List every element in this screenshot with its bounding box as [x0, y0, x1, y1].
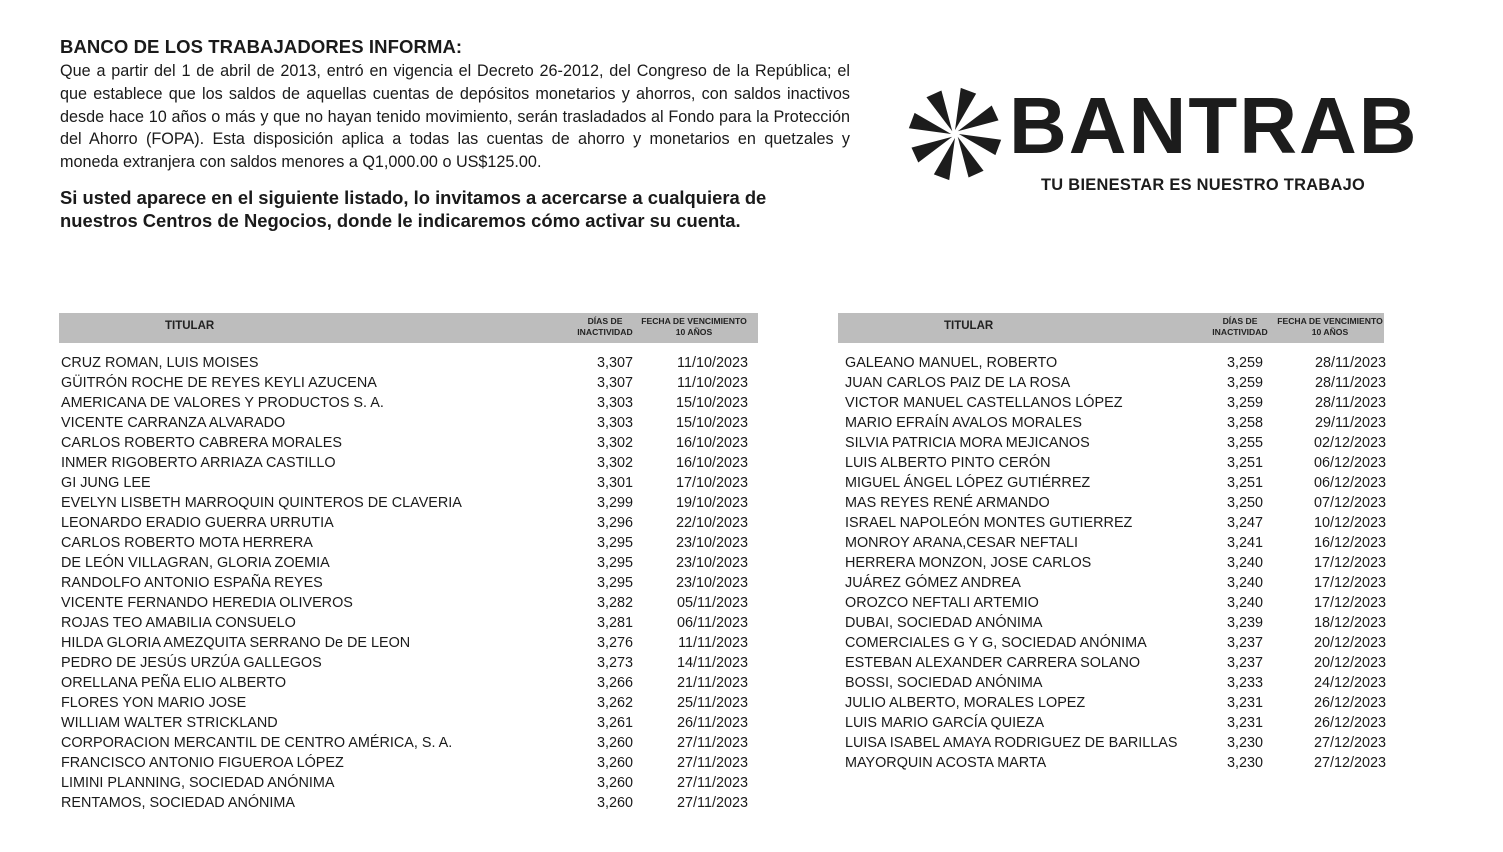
row-titular: CRUZ ROMAN, LUIS MOISES [61, 355, 259, 371]
row-fecha: 28/11/2023 [1315, 375, 1386, 391]
row-dias: 3,231 [1226, 695, 1263, 711]
column-header-fecha [639, 316, 749, 338]
row-fecha: 05/11/2023 [677, 595, 748, 611]
table-row [59, 413, 758, 433]
row-fecha: 16/10/2023 [675, 435, 748, 451]
column-header-dias-line2: INACTIVIDAD [1212, 327, 1268, 337]
row-dias: 3,233 [1226, 675, 1263, 691]
row-dias: 3,230 [1226, 755, 1263, 771]
table-row [838, 493, 1384, 513]
table-row [838, 693, 1384, 713]
row-dias: 3,250 [1226, 495, 1263, 511]
row-titular: GALEANO MANUEL, ROBERTO [845, 355, 1058, 371]
row-fecha: 15/10/2023 [675, 415, 748, 431]
bantrab-logo [905, 80, 1419, 200]
table-row [59, 513, 758, 533]
notice-heading: BANCO DE LOS TRABAJADORES INFORMA: [60, 36, 463, 57]
table-body-right [838, 353, 1384, 773]
row-dias: 3,295 [596, 555, 633, 571]
row-dias: 3,231 [1226, 715, 1263, 731]
row-titular: INMER RIGOBERTO ARRIAZA CASTILLO [61, 455, 336, 471]
row-fecha: 23/10/2023 [675, 535, 748, 551]
row-titular: MAS REYES RENÉ ARMANDO [845, 495, 1050, 511]
table-body-left [59, 353, 758, 813]
row-fecha: 26/11/2023 [677, 715, 748, 731]
table-row [59, 773, 758, 793]
row-dias: 3,307 [596, 355, 633, 371]
row-fecha: 27/11/2023 [677, 775, 748, 791]
table-row [838, 353, 1384, 373]
row-titular: WILLIAM WALTER STRICKLAND [61, 715, 278, 731]
table-row [59, 653, 758, 673]
row-fecha: 28/11/2023 [1315, 355, 1386, 371]
table-row [59, 613, 758, 633]
table-row [838, 733, 1384, 753]
table-row [838, 713, 1384, 733]
table-row [59, 473, 758, 493]
row-fecha: 16/12/2023 [1313, 535, 1386, 551]
row-dias: 3,282 [596, 595, 633, 611]
row-dias: 3,303 [596, 395, 633, 411]
table-row [838, 393, 1384, 413]
table-row [59, 713, 758, 733]
row-dias: 3,251 [1226, 475, 1263, 491]
row-titular: OROZCO NEFTALI ARTEMIO [845, 595, 1039, 611]
table-row [59, 793, 758, 813]
row-fecha: 22/10/2023 [675, 515, 748, 531]
row-titular: JULIO ALBERTO, MORALES LOPEZ [845, 695, 1086, 711]
row-dias: 3,255 [1226, 435, 1263, 451]
row-dias: 3,295 [596, 535, 633, 551]
row-dias: 3,259 [1226, 355, 1263, 371]
notice-intro [60, 36, 850, 232]
row-dias: 3,237 [1226, 655, 1263, 671]
table-row [59, 693, 758, 713]
row-titular: RANDOLFO ANTONIO ESPAÑA REYES [61, 575, 323, 591]
row-fecha: 20/12/2023 [1313, 635, 1386, 651]
row-titular: AMERICANA DE VALORES Y PRODUCTOS S. A. [61, 395, 384, 411]
row-titular: MONROY ARANA,CESAR NEFTALI [845, 535, 1078, 551]
row-dias: 3,230 [1226, 735, 1263, 751]
row-titular: BOSSI, SOCIEDAD ANÓNIMA [845, 675, 1043, 691]
row-fecha: 02/12/2023 [1313, 435, 1386, 451]
row-dias: 3,237 [1226, 635, 1263, 651]
row-fecha: 06/11/2023 [677, 615, 748, 631]
column-header-dias-line1: DÍAS DE [1222, 316, 1258, 326]
column-header-dias-line1: DÍAS DE [587, 316, 623, 326]
row-fecha: 14/11/2023 [677, 655, 748, 671]
row-titular: LUISA ISABEL AMAYA RODRIGUEZ DE BARILLAS [845, 735, 1178, 751]
row-titular: VICENTE FERNANDO HEREDIA OLIVEROS [61, 595, 353, 611]
row-fecha: 29/11/2023 [1315, 415, 1386, 431]
pinwheel-logo-icon [905, 82, 1005, 186]
row-titular: LIMINI PLANNING, SOCIEDAD ANÓNIMA [61, 775, 335, 791]
row-dias: 3,266 [596, 675, 633, 691]
row-fecha: 27/12/2023 [1313, 735, 1386, 751]
row-titular: CORPORACION MERCANTIL DE CENTRO AMÉRICA, S. A. [61, 735, 453, 751]
table-row [838, 653, 1384, 673]
table-row [59, 453, 758, 473]
accounts-table-left [59, 313, 758, 813]
row-fecha: 17/10/2023 [675, 475, 748, 491]
row-titular: GI JUNG LEE [61, 475, 151, 491]
row-fecha: 26/12/2023 [1313, 715, 1386, 731]
table-header [59, 313, 758, 343]
row-titular: MARIO EFRAÍN AVALOS MORALES [845, 415, 1082, 431]
row-titular: JUAN CARLOS PAIZ DE LA ROSA [845, 375, 1071, 391]
row-titular: DUBAI, SOCIEDAD ANÓNIMA [845, 615, 1043, 631]
table-row [59, 373, 758, 393]
row-dias: 3,276 [596, 635, 633, 651]
row-titular: ORELLANA PEÑA ELIO ALBERTO [61, 675, 287, 691]
row-titular: HILDA GLORIA AMEZQUITA SERRANO De DE LEON [61, 635, 411, 651]
row-dias: 3,273 [596, 655, 633, 671]
row-titular: DE LEÓN VILLAGRAN, GLORIA ZOEMIA [61, 555, 330, 571]
row-dias: 3,259 [1226, 375, 1263, 391]
row-titular: VICTOR MANUEL CASTELLANOS LÓPEZ [845, 395, 1123, 411]
row-fecha: 07/12/2023 [1313, 495, 1386, 511]
table-row [838, 673, 1384, 693]
table-row [59, 433, 758, 453]
row-titular: MAYORQUIN ACOSTA MARTA [845, 755, 1047, 771]
row-titular: RENTAMOS, SOCIEDAD ANÓNIMA [61, 795, 296, 811]
row-dias: 3,260 [596, 795, 633, 811]
table-row [838, 553, 1384, 573]
row-dias: 3,307 [596, 375, 633, 391]
row-dias: 3,260 [596, 775, 633, 791]
row-dias: 3,260 [596, 735, 633, 751]
row-dias: 3,251 [1226, 455, 1263, 471]
row-fecha: 21/11/2023 [677, 675, 748, 691]
row-titular: ESTEBAN ALEXANDER CARRERA SOLANO [845, 655, 1141, 671]
row-fecha: 16/10/2023 [675, 455, 748, 471]
column-header-fecha-line2: 10 AÑOS [1311, 327, 1349, 337]
row-dias: 3,261 [596, 715, 633, 731]
column-header-fecha-line1: FECHA DE VENCIMIENTO [641, 316, 747, 326]
row-dias: 3,302 [596, 435, 633, 451]
row-dias: 3,262 [596, 695, 633, 711]
row-titular: LEONARDO ERADIO GUERRA URRUTIA [61, 515, 334, 531]
row-fecha: 06/12/2023 [1313, 475, 1386, 491]
row-fecha: 18/12/2023 [1313, 615, 1386, 631]
row-fecha: 23/10/2023 [675, 575, 748, 591]
column-header-dias [573, 316, 637, 338]
table-row [59, 593, 758, 613]
row-fecha: 26/12/2023 [1313, 695, 1386, 711]
row-fecha: 06/12/2023 [1313, 455, 1386, 471]
row-dias: 3,240 [1226, 555, 1263, 571]
row-fecha: 28/11/2023 [1315, 395, 1386, 411]
row-dias: 3,303 [596, 415, 633, 431]
table-row [59, 753, 758, 773]
row-dias: 3,240 [1226, 575, 1263, 591]
row-fecha: 11/10/2023 [677, 355, 748, 371]
logo-tagline: TU BIENESTAR ES NUESTRO TRABAJO [1041, 176, 1366, 194]
row-fecha: 27/11/2023 [677, 755, 748, 771]
row-dias: 3,301 [596, 475, 633, 491]
table-row [838, 513, 1384, 533]
notice-paragraph: Que a partir del 1 de abril de 2013, entró en vigencia el Decreto 26-2012, del Congreso de la República; el que establece que los saldos de aquellas cuentas de depósitos monetarios y ahorros, con saldos inactivos desde hace 10 años o más y que no hayan tenido movimiento, serán trasladados al Fondo para la Protección del Ahorro (FOPA). Esta disposición aplica a todas las cuentas de ahorro y monetarios en quetzales y moneda extranjera con saldos menores a Q1,000.00 o US$125.00. [60, 62, 850, 172]
table-row [838, 613, 1384, 633]
invitation-text: Si usted aparece en el siguiente listado, lo invitamos a acercarse a cualquiera de nuestros Centros de Negocios, donde le indicaremos cómo activar su cuenta. [60, 186, 767, 231]
row-fecha: 27/11/2023 [677, 795, 748, 811]
row-titular: LUIS MARIO GARCÍA QUIEZA [845, 715, 1045, 731]
row-fecha: 24/12/2023 [1313, 675, 1386, 691]
row-fecha: 17/12/2023 [1313, 555, 1386, 571]
column-header-fecha [1275, 316, 1385, 338]
row-fecha: 10/12/2023 [1313, 515, 1386, 531]
row-fecha: 15/10/2023 [675, 395, 748, 411]
row-dias: 3,302 [596, 455, 633, 471]
table-row [59, 533, 758, 553]
row-fecha: 17/12/2023 [1313, 575, 1386, 591]
logo-wordmark: BANTRAB [1009, 81, 1419, 170]
table-row [838, 433, 1384, 453]
column-header-dias-line2: INACTIVIDAD [577, 327, 633, 337]
row-fecha: 11/10/2023 [677, 375, 748, 391]
table-row [59, 493, 758, 513]
table-row [838, 573, 1384, 593]
table-row [59, 553, 758, 573]
row-dias: 3,239 [1226, 615, 1263, 631]
row-titular: FRANCISCO ANTONIO FIGUEROA LÓPEZ [61, 755, 344, 771]
column-header-titular: TITULAR [944, 320, 994, 332]
row-titular: CARLOS ROBERTO MOTA HERRERA [61, 535, 313, 551]
accounts-table-right [838, 313, 1384, 773]
table-row [838, 533, 1384, 553]
table-row [838, 753, 1384, 773]
row-dias: 3,241 [1226, 535, 1263, 551]
table-row [59, 393, 758, 413]
table-row [838, 373, 1384, 393]
row-titular: LUIS ALBERTO PINTO CERÓN [845, 455, 1051, 471]
row-dias: 3,281 [596, 615, 633, 631]
row-dias: 3,299 [596, 495, 633, 511]
table-row [59, 633, 758, 653]
row-fecha: 27/12/2023 [1313, 755, 1386, 771]
column-header-titular: TITULAR [165, 320, 215, 332]
table-row [838, 453, 1384, 473]
row-dias: 3,295 [596, 575, 633, 591]
row-titular: COMERCIALES G Y G, SOCIEDAD ANÓNIMA [845, 635, 1147, 651]
row-fecha: 25/11/2023 [677, 695, 748, 711]
row-fecha: 17/12/2023 [1313, 595, 1386, 611]
column-header-dias [1208, 316, 1272, 338]
column-header-fecha-line2: 10 AÑOS [675, 327, 713, 337]
table-row [838, 633, 1384, 653]
table-row [838, 593, 1384, 613]
row-dias: 3,258 [1226, 415, 1263, 431]
table-header [838, 313, 1384, 343]
row-fecha: 19/10/2023 [675, 495, 748, 511]
table-row [838, 473, 1384, 493]
table-row [59, 353, 758, 373]
row-titular: CARLOS ROBERTO CABRERA MORALES [61, 435, 342, 451]
row-titular: PEDRO DE JESÚS URZÚA GALLEGOS [61, 655, 322, 671]
row-titular: EVELYN LISBETH MARROQUIN QUINTEROS DE CLAVERIA [61, 495, 462, 511]
row-dias: 3,259 [1226, 395, 1263, 411]
row-dias: 3,260 [596, 755, 633, 771]
row-titular: VICENTE CARRANZA ALVARADO [61, 415, 286, 431]
row-titular: ISRAEL NAPOLEÓN MONTES GUTIERREZ [845, 515, 1133, 531]
row-fecha: 20/12/2023 [1313, 655, 1386, 671]
table-row [59, 733, 758, 753]
row-titular: MIGUEL ÁNGEL LÓPEZ GUTIÉRREZ [845, 475, 1091, 491]
column-header-fecha-line1: FECHA DE VENCIMIENTO [1277, 316, 1383, 326]
row-titular: SILVIA PATRICIA MORA MEJICANOS [845, 435, 1090, 451]
table-row [838, 413, 1384, 433]
row-titular: FLORES YON MARIO JOSE [61, 695, 247, 711]
row-fecha: 11/11/2023 [678, 635, 748, 651]
table-row [59, 673, 758, 693]
row-titular: ROJAS TEO AMABILIA CONSUELO [61, 615, 296, 631]
row-fecha: 23/10/2023 [675, 555, 748, 571]
row-titular: JUÁREZ GÓMEZ ANDREA [845, 575, 1021, 591]
row-fecha: 27/11/2023 [677, 735, 748, 751]
row-dias: 3,240 [1226, 595, 1263, 611]
row-titular: GÜITRÓN ROCHE DE REYES KEYLI AZUCENA [61, 375, 377, 391]
row-titular: HERRERA MONZON, JOSE CARLOS [845, 555, 1092, 571]
table-row [59, 573, 758, 593]
row-dias: 3,247 [1226, 515, 1263, 531]
row-dias: 3,296 [596, 515, 633, 531]
